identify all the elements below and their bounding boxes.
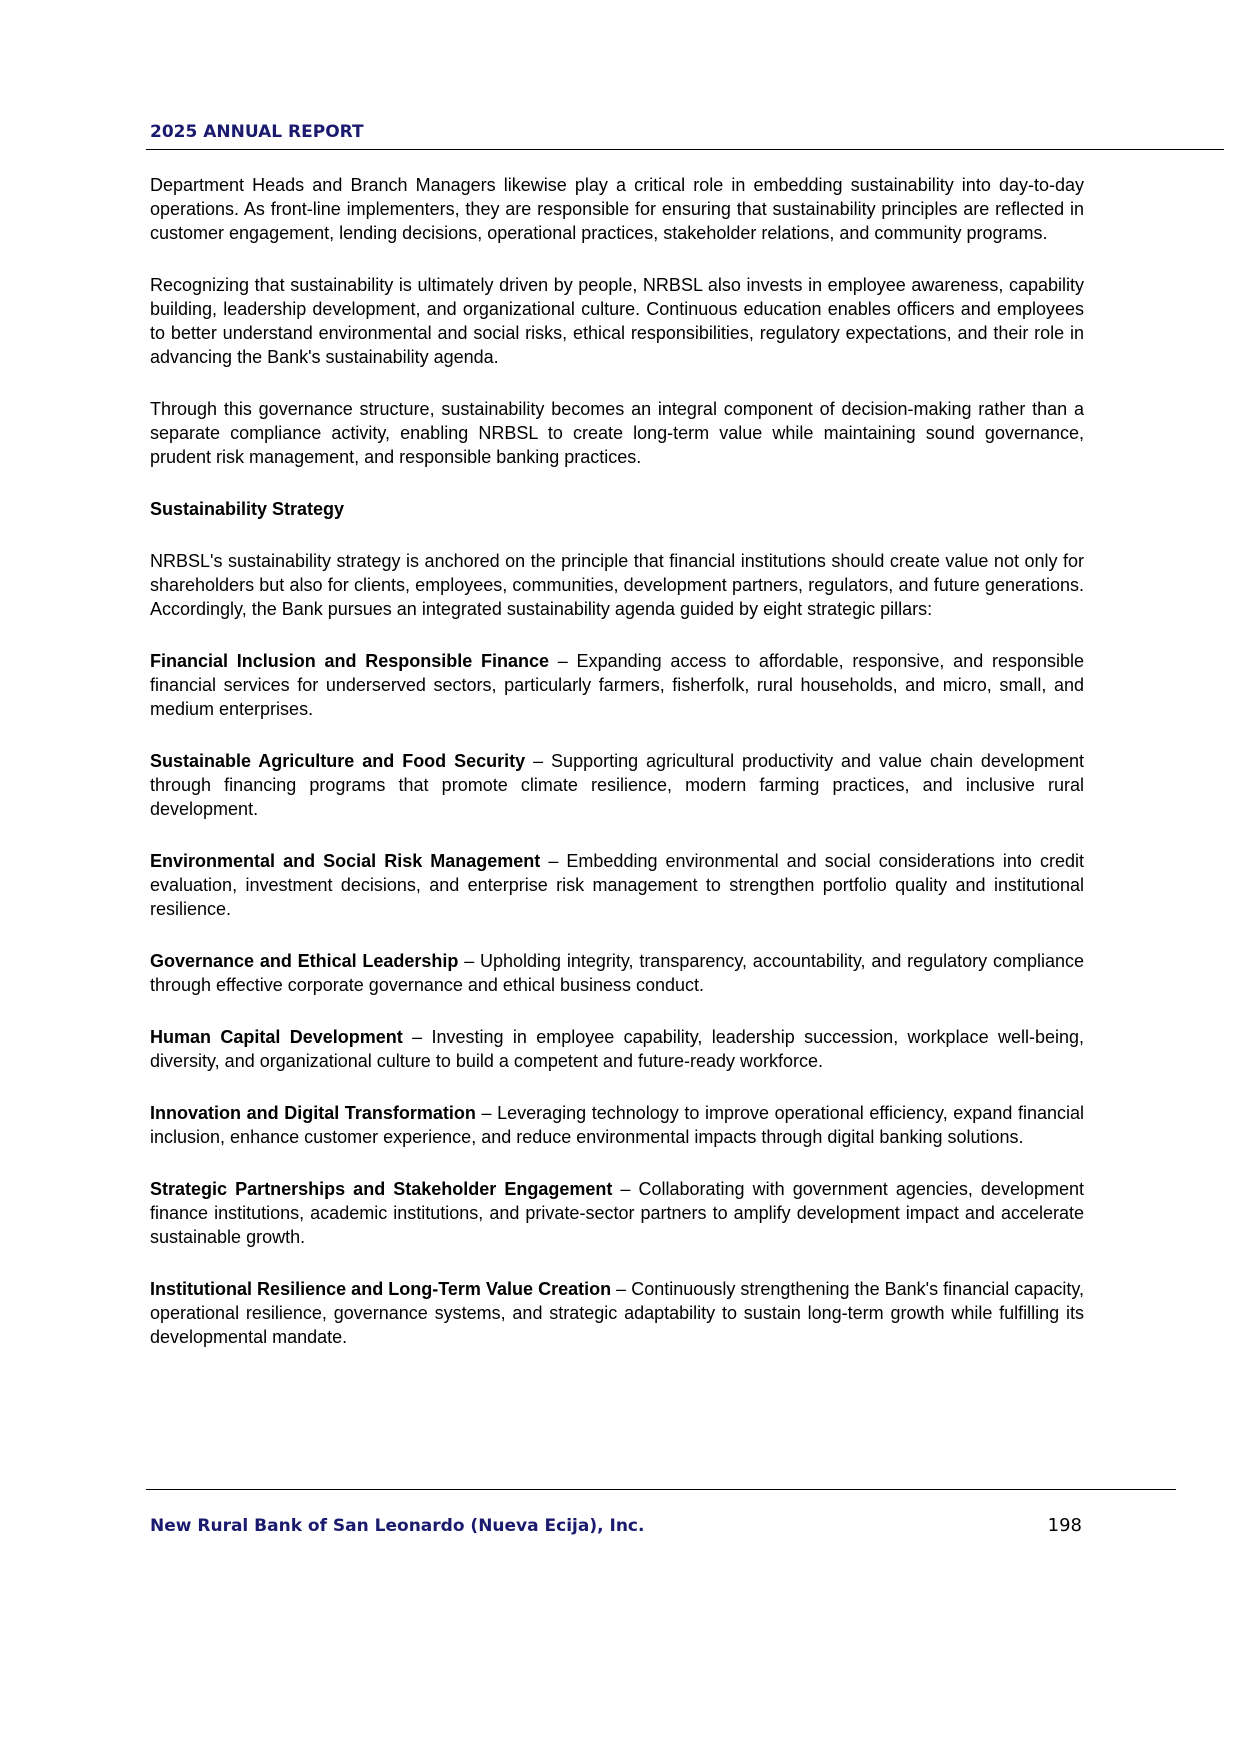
pillar-item [150,749,1084,821]
pillar-name: Institutional Resilience and Long-Term Value Creation [150,1279,612,1299]
pillar-name: Innovation and Digital Transformation [150,1103,476,1123]
pillar-item [150,1025,1084,1073]
pillar-description: – Investing in employee capability, leadership succession, workplace well-being, diversity, and organizational culture to build a competent and future-ready workforce. [150,1027,1084,1071]
footer-divider [146,1489,1176,1490]
strategy-intro: NRBSL's sustainability strategy is anchored on the principle that financial institutions should create value not only for shareholders but also for clients, employees, communities, development partners, regulators, and future generations. Accordingly, the Bank pursues an integrated sustainability agenda guided by eight strategic pillars: [150,551,1084,619]
pillar-item [150,949,1084,997]
pillar-name: Governance and Ethical Leadership [150,951,459,971]
pillar-description: – Collaborating with government agencies, development finance institutions, academic institutions, and private-sector partners to amplify development impact and accelerate sustainable growth. [150,1179,1085,1247]
pillar-name: Financial Inclusion and Responsible Finance [150,651,550,671]
body-paragraph: Department Heads and Branch Managers likewise play a critical role in embedding sustainability into day-to-day operations. As front-line implementers, they are responsible for ensuring that sustainability principles are reflected in customer engagement, lending decisions, operational practices, stakeholder relations, and community programs. [150,175,1084,243]
pillar-description: – Embedding environmental and social considerations into credit evaluation, investment decisions, and enterprise risk management to strengthen portfolio quality and institutional resilience. [150,851,1084,919]
pillar-description: – Continuously strengthening the Bank's financial capacity, operational resilience, governance systems, and strategic adaptability to sustain long-term growth while fulfilling its developmental mandate. [150,1279,1084,1347]
section-heading: Sustainability Strategy [150,499,345,519]
report-header-title: 2025 ANNUAL REPORT [150,122,364,142]
body-paragraph: Recognizing that sustainability is ultimately driven by people, NRBSL also invests in employee awareness, capability building, leadership development, and organizational culture. Continuous education enables officers and employees to better understand environmental and social risks, ethical responsibilities, regulatory expectations, and their role in advancing the Bank's sustainability agenda. [150,275,1084,367]
pillar-description: – Leveraging technology to improve operational efficiency, expand financial inclusion, enhance customer experience, and reduce environmental impacts through digital banking solutions. [150,1103,1084,1147]
footer-organization: New Rural Bank of San Leonardo (Nueva Ecija), Inc. [150,1516,645,1536]
pillar-item [150,849,1084,921]
pillar-item [150,1177,1084,1249]
page-number: 198 [1047,1515,1082,1536]
pillar-item [150,1101,1084,1149]
pillar-name: Strategic Partnerships and Stakeholder Engagement [150,1179,613,1199]
pillar-description: – Expanding access to affordable, responsive, and responsible financial services for underserved sectors, particularly farmers, fisherfolk, rural households, and micro, small, and medium enterprises. [150,651,1085,719]
pillar-item [150,649,1084,721]
body-paragraph: Through this governance structure, sustainability becomes an integral component of decision-making rather than a separate compliance activity, enabling NRBSL to create long-term value while maintaining sound governance, prudent risk management, and responsible banking practices. [150,399,1084,467]
pillar-name: Sustainable Agriculture and Food Security [150,751,526,771]
pillar-item [150,1277,1084,1349]
page-body [150,173,1084,1377]
pillar-name: Human Capital Development [150,1027,403,1047]
pillar-name: Environmental and Social Risk Management [150,851,541,871]
header-divider [146,149,1224,150]
pillar-description: – Upholding integrity, transparency, accountability, and regulatory compliance through effective corporate governance and ethical business conduct. [150,951,1084,995]
pillar-description: – Supporting agricultural productivity and value chain development through financing programs that promote climate resilience, modern farming practices, and inclusive rural development. [150,751,1084,819]
